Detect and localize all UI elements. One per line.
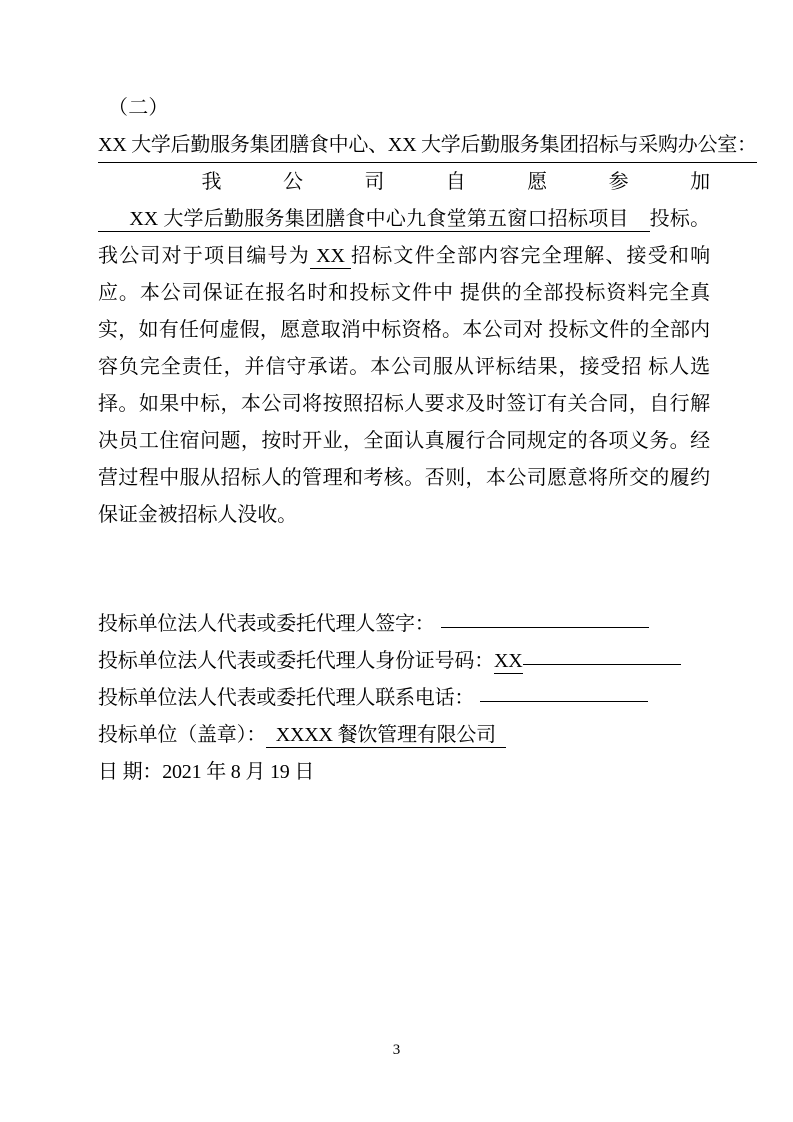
section-label: （二） [108, 97, 169, 119]
paragraph-tail-text: 招标文件全部内容完全理解、接受和响应。本公司保证在报名时和投标文件中 提供的全部投标资料完全真实，如有任何虚假，愿意取消中标资格。本公司对 投标文件的全部内容负完全责任，并信守承诺。本公司服从评标结果，接受招 标人选择。如果中标，本公司将按照招标人要求及时签订有关合同，自行解决员工住宿问题，按时开业，全面认真履行合同规定的各项义务。经营过程中服从招标人的管理和考核。否则，本公司愿意将所交的履约保证金被招标人没收。 [98, 245, 710, 526]
commitment-paragraph [98, 164, 710, 534]
date-label: 日 期： [98, 761, 163, 783]
company-value[interactable]: XXXX 餐饮管理有限公司 [266, 724, 506, 746]
after-project-text: 投标。我公司对于项目编号为 [98, 208, 710, 267]
phone-label: 投标单位法人代表或委托代理人联系电话： [98, 687, 475, 709]
id-number-row [98, 643, 710, 680]
lead-in-text: 我公司自愿参加 [140, 171, 710, 193]
signature-block [98, 606, 710, 791]
project-name-blank[interactable]: XX 大学后勤服务集团膳食中心九食堂第五窗口招标项目 [98, 208, 650, 230]
addressee-text: XX 大学后勤服务集团膳食中心、XX 大学后勤服务集团招标与采购办公室： [98, 130, 757, 163]
addressee-heading [98, 127, 757, 164]
company-label: 投标单位（盖章）： [98, 724, 267, 746]
document-content [98, 90, 757, 791]
id-number-value[interactable]: XX [494, 650, 523, 672]
date-value[interactable]: 2021 年 8 月 19 日 [162, 761, 315, 783]
phone-input[interactable] [480, 701, 648, 702]
block-spacer [98, 534, 710, 606]
signature-label: 投标单位法人代表或委托代理人签字： [98, 613, 435, 635]
signature-input[interactable] [441, 627, 649, 628]
date-row [98, 754, 710, 791]
signature-row [98, 606, 710, 643]
id-number-label: 投标单位法人代表或委托代理人身份证号码： [98, 650, 494, 672]
id-number-input[interactable] [523, 664, 681, 665]
project-number-blank[interactable]: XX [309, 245, 352, 267]
phone-row [98, 680, 710, 717]
company-row [98, 717, 710, 754]
page-number: 3 [392, 1042, 401, 1058]
